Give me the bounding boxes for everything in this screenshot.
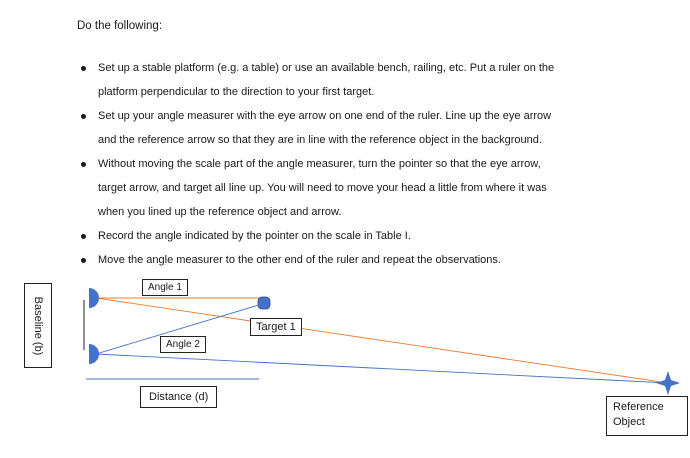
baseline-label: Baseline (b): [32, 296, 44, 355]
step-4-line-1: Record the angle indicated by the pointer on the scale in Table I.: [98, 230, 411, 242]
step-2-line-1: Set up your angle measurer with the eye arrow on one end of the ruler. Line up the eye arrow: [98, 110, 552, 122]
baseline-label-box: [24, 283, 52, 368]
distance-label: Distance (d): [140, 386, 217, 408]
step-1-line-1: Set up a stable platform (e.g. a table) or use an available bench, railing, etc. Put a ruler on the: [98, 62, 555, 74]
observer-top-marker: [89, 288, 99, 308]
step-3-line-3: when you lined up the reference object and arrow.: [98, 206, 342, 218]
reference-object-label: Reference Object: [606, 396, 688, 436]
step-2-line-2: and the reference arrow so that they are in line with the reference object in the background.: [98, 134, 542, 146]
angle-2-label: Angle 2: [160, 336, 206, 353]
step-5-line-1: Move the angle measurer to the other end of the ruler and repeat the observations.: [98, 254, 501, 266]
step-3-line-2: target arrow, and target all line up. You will need to move your head a little from where it was: [98, 182, 547, 194]
angle-1-label: Angle 1: [142, 279, 188, 296]
step-1-line-2: platform perpendicular to the direction to your first target.: [98, 86, 375, 98]
step-3-line-1: Without moving the scale part of the angle measurer, turn the pointer so that the eye arrow,: [98, 158, 541, 170]
target-label: Target 1: [250, 318, 302, 336]
reference-star-icon: [656, 371, 680, 395]
intro-text: Do the following:: [77, 20, 163, 32]
observer-bottom-marker: [89, 344, 99, 364]
target-marker: [258, 297, 270, 309]
